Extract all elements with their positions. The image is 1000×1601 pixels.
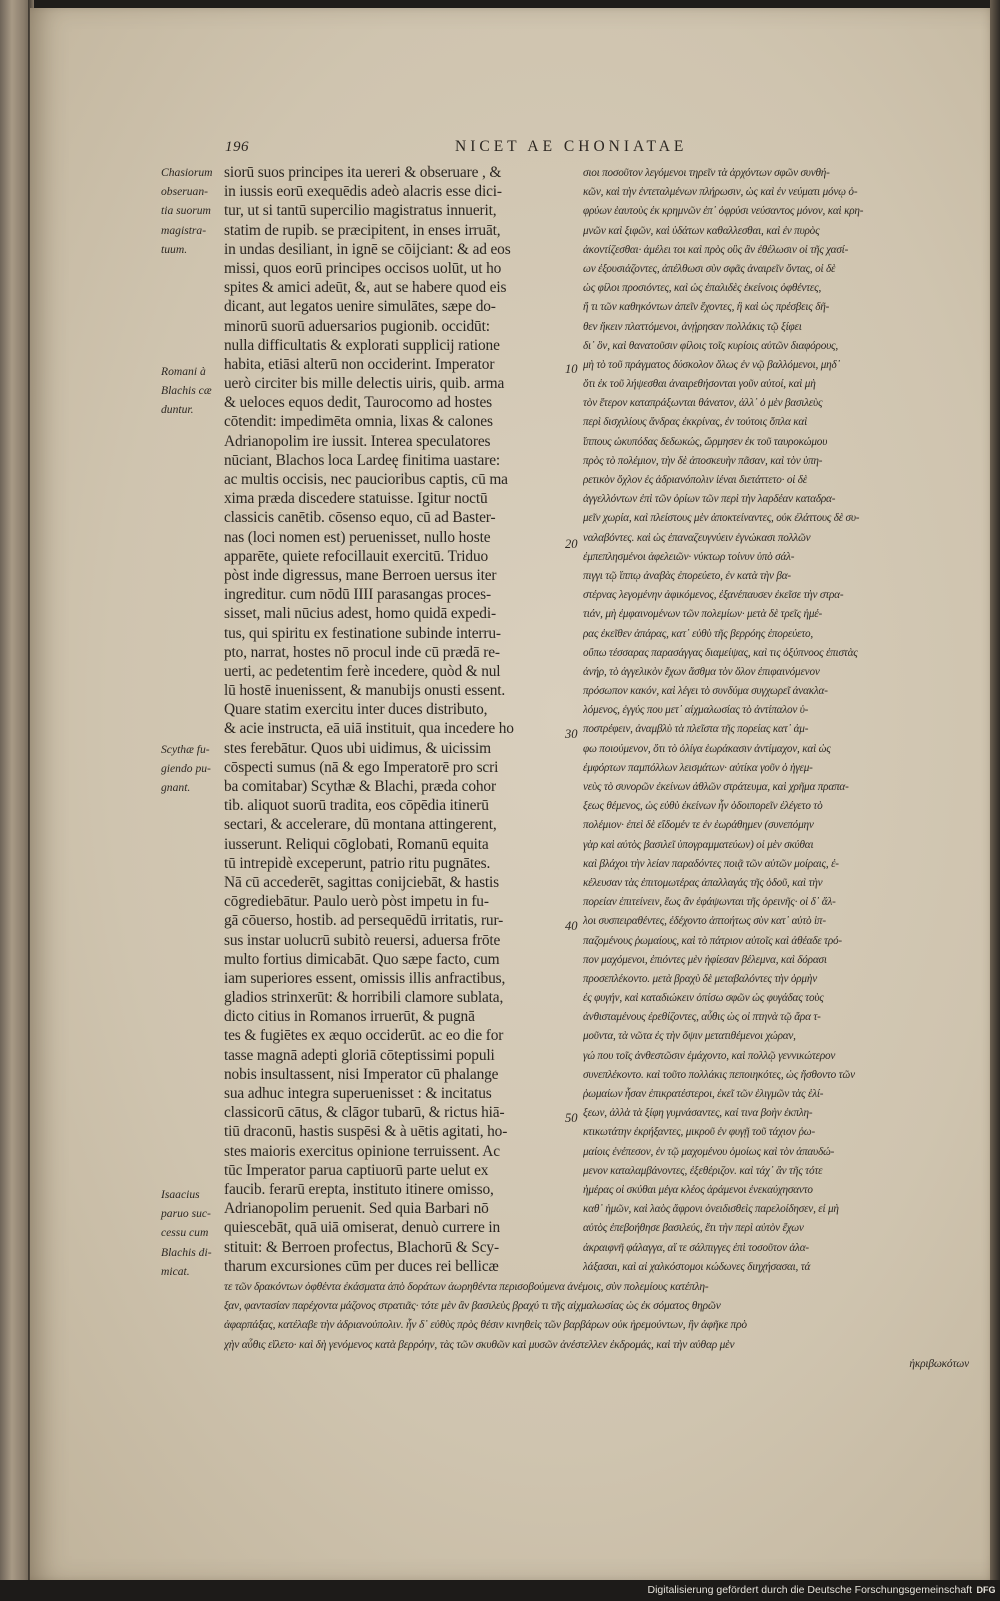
text-line: ων ἐξουσιάζοντες, ἀπέλθωσι σὺν σφᾶς ἀναιρεῖν ὄντας, οἱ δὲ	[583, 262, 836, 275]
text-line: ingreditur. cum nōdū IIII parasangas proces-	[224, 586, 491, 604]
text-line: & acie instructa, eā uiā instituit, qua incedere ho	[224, 720, 514, 738]
text-line: τιάν, μὴ ἐμφαινομένων τῶν πολεμίων· μετὰ δὲ τρεῖς ἡμέ-	[583, 608, 823, 621]
text-line: Quare statim exercitu inter duces distributo,	[224, 701, 488, 719]
text-line: tūc Imperator parua captiuorū parte uelut ex	[224, 1161, 489, 1179]
greek-closing-text	[224, 1278, 969, 1374]
text-line: tes & fugiētes ex æquo occiderūt. ac eo die for	[224, 1027, 504, 1045]
text-line: faucib. ferarū erepta, instituto itinere omisso,	[224, 1180, 494, 1198]
text-line: cōgrediebātur. Paulo uerò pòst impetu in fu-	[224, 893, 489, 911]
text-line: νεὺς τὸ συνορῶν ἐκείνων ἀθλῶν στράτευμα, καὶ χρῆμα πραπα-	[583, 781, 849, 793]
text-line: δι᾽ ὃν, καὶ θανατοῦσιν φίλοις τοῖς κυρίοις αὐτῶν διαφόρους,	[583, 339, 838, 352]
text-line: λοι συσπειραθέντες, ἐδέχοντο ἀπτοήτως σὺν κατ᾽ αὐτὸ ἱπ-	[583, 915, 826, 928]
text-line: ὅτι ἐκ τοῦ λήψεσθαι ἀναιρεθήσονται γοῦν αὐτοί, καὶ μὴ	[583, 378, 816, 391]
text-line: sisset, mali nūcius adest, homo quidā expedi-	[224, 605, 496, 623]
text-line: ἀνήρ, τὸ ἀγγελικὸν ἔχων ἄσθμα τὸν ὅλον ἐπιφαινόμενον	[583, 665, 820, 678]
text-line: ἡμέρας οἱ σκύθαι μέγα κλέος ἀράμενοι ἐνεκαύχησαντο	[583, 1183, 813, 1196]
text-line: πιγγι τῷ ἵππῳ ἀναβὰς ἐπορεύετο, ἐν κατὰ τὴν βα-	[583, 569, 791, 582]
text-line: τὸν ἕτερον καταπράξωνται θάνατον, ἀλλ᾽ ὁ μὲν βασιλεὺς	[583, 397, 823, 410]
text-line: γώ που τοῖς ἀνθεστῶσιν ἐμάχοντο, καὶ πολλῷ γεννικώτερον	[583, 1049, 836, 1062]
text-line: statim de rupib. se præcipitent, in enses irruāt,	[224, 221, 501, 239]
text-line: nulla difficultatis & explorati supplicij ratione	[224, 336, 500, 354]
text-line: καὶ βλάχοι τὴν λείαν παραδόντες ποιᾷ τῶν αὐτῶν μοίραις, ἐ-	[583, 857, 839, 870]
text-line: dicant, aut legatos uenire simulātes, sæpe do-	[224, 298, 496, 316]
line-number: 50	[565, 1111, 578, 1125]
text-line: tasse magnā adepti gloriā cōteptissimi populi	[224, 1046, 495, 1064]
text-line: & ueloces equos dedit, Taurocomo ad hostes	[224, 394, 493, 412]
text-line: καθ᾽ ἡμῶν, καὶ λαὸς ἄφρονι ὀνειδισθεὶς παρελοίδησεν, εἰ μὴ	[583, 1203, 839, 1216]
text-line: spites & amici adeūt, &, aut se habere quod eis	[224, 279, 507, 297]
text-line: συνεπλέκοντο. καὶ τοῦτο πολλάκις πεποιηκότες, ὡς ἤσθοντο τῶν	[583, 1068, 855, 1081]
page-right-edge	[990, 0, 1000, 1580]
text-line: τε τῶν δρακόντων ὀφθέντα ἐκάσματα ἀπὸ δοράτων ἀωρηθέντα περισοβούμενα ἀνέμοις, σὺν πολεμίους κατέπλη-	[224, 1281, 709, 1293]
text-line: quiescebāt, quā uiā omiserat, denuò currere in	[224, 1219, 501, 1237]
text-line: ἀκοντίζεσθαι· ἀμέλει τοι καὶ πρὸς οὓς ἂν ἐθέλωσιν οἱ τῆς χασί-	[583, 243, 849, 256]
dfg-logo-icon: DFG	[976, 1585, 996, 1595]
text-line: cōtendit: impedimēta omnia, lixas & calones	[224, 413, 493, 431]
text-line: πρὸς τὸ πολέμιον, τὴν δὲ ἀποσκευὴν πᾶσαν, καὶ τὸν ὑπη-	[583, 454, 823, 467]
running-title: NICET AE CHONIATAE	[455, 138, 688, 155]
text-line: tiū draconū, hastis suspēsi & à uētis agitati, ho-	[224, 1123, 508, 1141]
text-line: ba comitabar) Scythæ & Blachi, præda cohor	[224, 778, 496, 795]
margin-note: Scythæ fu- giendo pu- gnant.	[161, 743, 211, 795]
text-line: πρόσωπον κακόν, καὶ λέγει τὸ συνδύμα συγχωρεῖ ἀνακλα-	[583, 685, 828, 698]
text-line: classicorū cātus, & clāgor tubarū, & rictus hiā-	[224, 1104, 505, 1122]
text-line: μνῶν καὶ ξιφῶν, καὶ ὑδάτων καθαλλεσθαι, καὶ ἐν πυρὸς	[583, 224, 820, 237]
text-line: multo fortius dimicabāt. Quo sæpe facto, cum	[224, 950, 500, 968]
text-line: λάξασαι, καὶ αἱ χαλκόστομοι κώδωνες διηχήσασαι, τά	[583, 1260, 811, 1273]
text-line: ἐς φυγήν, καὶ καταδιώκειν ὀπίσω σφῶν ὡς φυγάδας τοὺς	[583, 992, 824, 1005]
text-line: tus, qui spiritu ex festinatione subinde interru-	[224, 624, 501, 642]
text-line: παζομένους ῥωμαίους, καὶ τὸ πάτριον αὐτοῖς καὶ ἀθέαδε τρό-	[583, 934, 842, 947]
text-line: κτικωτάτην ἐκρήξαντες, μικροῦ ἐν φυγῇ τοῦ τάχιον ῥω-	[583, 1126, 815, 1139]
text-line: cōspecti sumus (nā & ego Imperatorē pro scri	[224, 758, 499, 776]
margin-note: Isaacius paruo suc- cessu cum Blachis di- micat.	[161, 1188, 212, 1278]
text-line: tib. aliquot suorū tradita, eos cōpēdia itinerū	[224, 797, 489, 815]
text-line: ρετικὸν ὄχλον ἐς ἀδριανόπολιν ἰέναι διετάττετο· οἱ δὲ	[583, 474, 807, 486]
text-line: missi, quos eorū principes occisos uolūt, ut ho	[224, 259, 502, 277]
text-line: χὴν αὖθις εἵλετο· καὶ δὴ γενόμενος κατὰ βερρόην, τὰς τῶν σκυθῶν καὶ μυσῶν ἀνέστελλεν ἐκδρομάς, καὶ τὴν αὐθαρ μὲν	[224, 1338, 735, 1351]
text-line: dicto citius in Romanos irruerūt, & pugnā	[224, 1008, 475, 1026]
footer-bar	[0, 1580, 1000, 1601]
text-line: Nā cū accederēt, sagittas conijciebāt, & hastis	[224, 873, 499, 891]
text-line: apparēte, quiete refocillauit exercitū. Triduo	[224, 547, 489, 565]
text-line: tharum excursiones cūm per duces rei bellicæ	[224, 1257, 499, 1275]
line-number: 10	[565, 362, 578, 376]
text-line: minorū suorū aduersarios pugionib. occidūt:	[224, 317, 490, 335]
text-line: nobis insultassent, nisi Imperator cū phalange	[224, 1065, 499, 1083]
text-line: ναλαβόντες. καὶ ὡς ἐπαναζευγνύειν ἐγνώκασι πολλῶν	[583, 531, 811, 544]
margin-note: Romani à Blachis cæ duntur.	[161, 365, 212, 417]
text-line: ξεως θέμενος, ὡς εὐθὺ ἐκείνων ἦν ὁδοιπορεῖν ἐλέγετο τὸ	[583, 800, 823, 813]
page-number: 196	[225, 139, 249, 155]
text-line: ξεων, ἀλλὰ τὰ ξίφη γυμνάσαντες, καί τινα βοὴν ἐκπλη-	[583, 1107, 813, 1120]
text-line: σιοι ποσοῦτον λεγόμενοι τηρεῖν τὰ ἀρχόντων σφῶν συνθή-	[583, 167, 830, 179]
text-line: λόμενος, ἐγγύς που μετ᾽ αἰχμαλωσίας τὸ ἀντίπαλον ὑ-	[583, 704, 809, 717]
text-line: ἀγγελλόντων ἐπὶ τῶν ὁρίων τῶν περὶ τὴν λαρδέαν καταδρα-	[583, 493, 836, 506]
text-line: μενον καταλαμβάνοντες, ἐξεθέριζον. καὶ τάχ᾽ ἂν τῆς τότε	[583, 1164, 823, 1177]
greek-text-column	[583, 164, 968, 1277]
text-line: κέλευσαν τὰς ἐπιτομωτέρας ἀπαλλαγάς τῆς ὁδοῦ, καὶ τὴν	[583, 876, 823, 889]
text-line: κῶν, καὶ τὴν ἐντεταλμένων πλήρωσιν, ὡς καὶ ἐν νεύματι μόνῳ ὀ-	[583, 186, 858, 199]
text-line: pòst inde digressus, mane Berroen uersus iter	[224, 566, 497, 584]
text-line: ἠκριβωκότων	[909, 1357, 969, 1370]
text-line: προσεπλέκοντο. μετὰ βραχὺ δὲ μεταβαλόντες τὴν ὁρμὴν	[583, 972, 817, 985]
text-line: uerti, ac pedetentim ferè incedere, quòd & nul	[224, 662, 501, 680]
text-line: in undas desiliant, in ignē se cōijciant: & ad eos	[224, 240, 511, 258]
text-line: sus instar uolucrū subitò reuersi, aduersa frōte	[224, 931, 501, 949]
text-line: μεῖν χωρία, καὶ πλείστους μὲν ἀποκτείναντες, οὐκ ἐλάττους δὲ συ-	[583, 512, 860, 525]
text-line: ἐμπεπλησμένοι ἀφελειῶν· νύκτωρ τοίνυν ὑπὸ σάλ-	[583, 550, 795, 563]
text-line: iusserunt. Reliqui cōglobati, Romanū equita	[224, 835, 489, 853]
text-line: στέρνας λεγομένην ἀφικόμενος, ἐξανέπαυσεν ἐκεῖσε τὴν στρα-	[583, 589, 844, 602]
text-line: sectari, & accelerare, dū montana attingerent,	[224, 816, 497, 834]
text-line: ἤ τι τῶν καθηκόντων ἀπεῖν ἔχοντες, ἢ καὶ ὡς πρέσβεις δῆ-	[583, 301, 830, 314]
text-line: Adrianopolim peruenit. Sed quia Barbari nō	[224, 1200, 489, 1218]
line-number: 30	[565, 727, 578, 741]
text-line: stes ferebātur. Quos ubi uidimus, & uicissim	[224, 739, 491, 757]
text-line: γὰρ καὶ αὐτὸς βασιλεῖ ὑπογραμματεύων) οἱ μὲν σκύθαι	[583, 838, 814, 851]
book-gutter	[0, 0, 34, 1580]
text-line: πον μαχόμενοι, ἐπιόντες μὲν ἠφίεσαν βέλεμνα, καὶ δόρασι	[583, 953, 827, 966]
text-line: gā cōuerso, hostib. ad persequēdū irritatis, rur-	[224, 912, 504, 930]
text-line: habita, etiāsi alterū non occiderint. Imperator	[224, 355, 495, 373]
latin-text-column	[224, 163, 564, 1276]
text-line: πορείαν ἐπιτείνειν, ἕως ἂν ἐφάψωνται τῆς ὀρεινῆς· οἱ δ᾽ ἄλ-	[583, 896, 836, 909]
text-line: nas (loci nomen est) peruenisset, nullo hoste	[224, 528, 491, 546]
text-line: tū intrepidè exceperunt, patrio ritu pugnātes.	[224, 854, 491, 872]
text-line: in iussis eorū exequēdis adeò alacris esse dici-	[224, 183, 502, 201]
text-line: μοῦντα, τὰ νῶτα ἐς τὴν ὄψιν μετατιθέμενοι χώραν,	[583, 1030, 796, 1043]
text-line: μαίοις ἐνέπεσον, ἐν τῷ μαχομένου ὁμοίως καὶ τὸν ἀπαυδώ-	[583, 1145, 835, 1158]
text-line: ἀφαρπάξας, κατέλαβε τὴν ἀδριανούπολιν. ἦν δ᾽ εὐθὺς πρὸς θέσιν κινηθεὶς τῶν βαρβάρων οὐκ ἠρεμούντων, ἣν ἀφῆκε πρὸ	[224, 1319, 747, 1332]
text-line: φρύων ἑαυτοὺς ἐκ κρημνῶν ἐπ᾽ ὀφρύσι νεύσαντος μόνον, καὶ κρη-	[583, 205, 864, 218]
text-line: ποστρέφειν, ἀναμβλὺ τὰ πλεῖστα τῆς πορείας κατ᾽ ἀμ-	[583, 723, 809, 736]
footer-credit: Digitalisierung gefördert durch die Deutsche Forschungsgemeinschaft	[647, 1584, 972, 1596]
text-line: περὶ δισχιλίους ἄνδρας ἐκκρίνας, ἐν τούτοις ὅπλα καὶ	[583, 416, 807, 429]
text-line: classicis canētib. cōsenso equo, cū ad Baster-	[224, 509, 496, 527]
text-line: αὐτὸς ἐπεβοήθησε βασιλεύς, ἔτι τὴν περὶ αὐτὸν ἔχων	[583, 1222, 804, 1235]
text-line: tur, ut si tantū supercilio magistratus innuerit,	[224, 202, 497, 220]
text-line: ρας ἐκεῖθεν ἀπάρας, κατ᾽ εὐθὺ τῆς βερρόης ἐπορεύετο,	[583, 627, 814, 640]
text-line: pto, narrat, hostes nō procul inde cū prædā re-	[224, 643, 500, 661]
text-line: θεν ἥκειν πλαττόμενοι, ἀνῄρησαν πολλάκις τῷ ξίφει	[583, 320, 802, 333]
text-line: ἐμφόρτων παμπόλλων λεισμάτων· αὐτίκα γοῦν ὁ ἡγεμ-	[583, 761, 813, 774]
text-line: οὔπω τέσσαρας παρασάγγας διαμείψας, καὶ τις ὀξύπνοος ἐπιστὰς	[583, 646, 858, 659]
text-line: stes maioris exercitus opinione terruissent. Ac	[224, 1142, 500, 1160]
text-line: ἀκραιφνῆ φάλαγγα, αἵ τε σάλπιγγες ἐπὶ τοσοῦτον ἀλα-	[583, 1241, 809, 1254]
text-line: nūciant, Blachos loca Lardeę finitima uastare:	[224, 451, 501, 469]
text-line: ἀνθισταμένους ἐρεθίζοντες, αὖθις ὡς οἱ πτηνὰ τῷ ἄρα τ-	[583, 1011, 821, 1024]
text-line: ac multis occisis, nec paucioribus captis, cū ma	[224, 471, 508, 488]
text-line: sua adhuc integra superuenisset : & incitatus	[224, 1085, 492, 1102]
text-line: ξαν, φαντασίαν παρέχοντα μάζονος στρατιᾶς· τότε μὲν ἂν βασιλεὺς βραχύ τι τῆς αἰχμαλωσίας ὡς ἐκ σόματος θηρῶν	[224, 1300, 721, 1313]
text-line: iam superiores essent, omissis illis anfractibus,	[224, 969, 506, 987]
text-line: stituit: & Berroen profectus, Blachorū & Scy-	[224, 1238, 499, 1256]
text-line: lū hostē inuenissent, & manubijs onusti essent.	[224, 682, 506, 700]
text-line: πολέμιον· ἐπεὶ δὲ εἴδομέν τε ἐν ἑωράθημεν (συνεπόμην	[583, 819, 814, 832]
text-line: xima præda discedere statuisse. Igitur noctū	[224, 490, 488, 508]
text-line: ὡς φίλοι προσιόντες, καὶ ὡς ἐπαλιδὲς ἐκείνοις ὀφθέντες,	[583, 282, 822, 295]
text-line: gladios strinxerūt: & horribili clamore sublata,	[224, 989, 504, 1007]
line-number: 20	[565, 537, 578, 551]
line-number: 40	[565, 919, 578, 933]
text-line: ῥωμαίων ἦσαν ἐπικρατέστεροι, ἐκεῖ τῶν ἑλιγμῶν τὰς ἑλί-	[583, 1088, 824, 1100]
text-line: Adrianopolim ire iussit. Interea speculatores	[224, 432, 491, 450]
text-line: uerò circiter bis mille delectis uiris, quib. arma	[224, 375, 505, 393]
text-line: siorū suos principes ita uereri & obseruare , &	[224, 164, 502, 181]
text-line: μὴ τὸ τοῦ πράγματος δύσκολον ὅλως ἐν νῷ βαλλόμενοι, μηδ᾽	[583, 358, 840, 371]
margin-note: Chasiorum obseruan- tia suorum magistra- tuum.	[161, 166, 213, 256]
text-line: ἵππους ὠκυπόδας δεδωκώς, ὥρμησεν ἐκ τοῦ ταυροκώμου	[583, 435, 828, 448]
text-line: φω ποιούμενον, ὅτι τὸ ὀλίγα ἑωράκασιν ἀντίμαχον, καὶ ὡς	[583, 742, 831, 755]
